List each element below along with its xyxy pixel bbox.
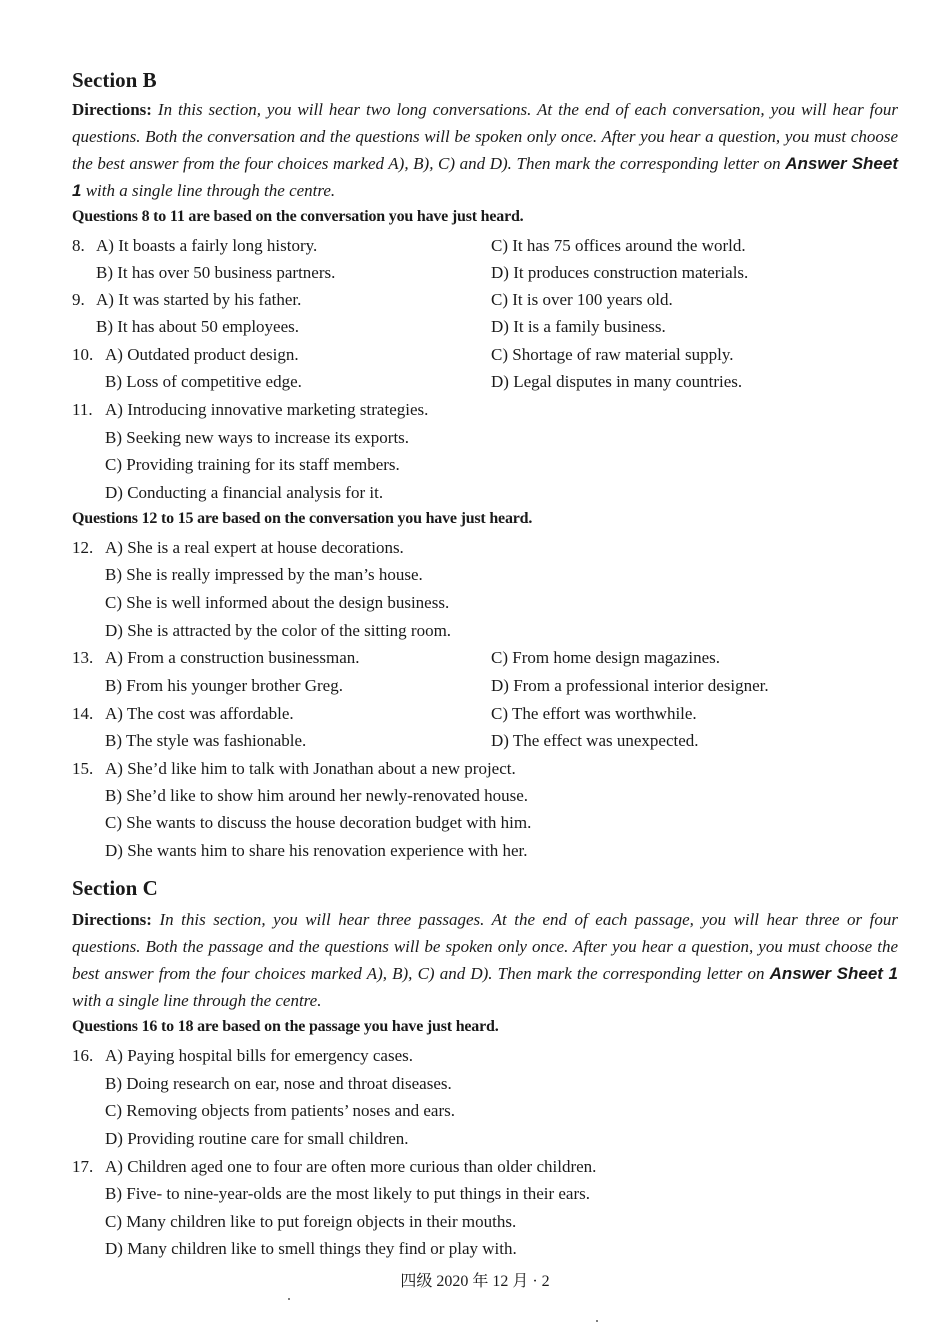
option-c: C) Providing training for its staff members. <box>105 455 400 474</box>
option-d: D) She wants him to share his renovation experience with her. <box>105 841 528 860</box>
option-b: B) Doing research on ear, nose and throat diseases. <box>105 1074 452 1093</box>
option-a: A) It boasts a fairly long history. <box>96 236 318 255</box>
option-a: A) Children aged one to four are often more curious than older children. <box>105 1157 597 1176</box>
directions-text-end: with a single line through the centre. <box>85 181 336 200</box>
section-b-title: Section B <box>72 68 157 92</box>
question-group-header: Questions 8 to 11 are based on the conversation you have just heard. <box>72 208 524 225</box>
question-number: 15. <box>72 759 94 778</box>
option-b: B) From his younger brother Greg. <box>105 676 343 695</box>
option-a: A) The cost was affordable. <box>105 704 294 723</box>
option-d: D) Legal disputes in many countries. <box>491 372 743 391</box>
scan-speck <box>596 1320 598 1322</box>
option-d: D) The effect was unexpected. <box>491 731 699 750</box>
option-c: C) Shortage of raw material supply. <box>491 345 734 364</box>
question-number: 12. <box>72 538 94 557</box>
answer-sheet-ref: Answer Sheet 1 <box>72 154 899 200</box>
option-b: B) Five- to nine-year-olds are the most likely to put things in their ears. <box>105 1184 590 1203</box>
option-b: B) The style was fashionable. <box>105 731 307 750</box>
option-c: C) She wants to discuss the house decoration budget with him. <box>105 813 532 832</box>
question-number: 16. <box>72 1046 94 1065</box>
question-number: 8. <box>72 236 85 255</box>
section-c-directions <box>72 906 898 1014</box>
question-number: 17. <box>72 1157 94 1176</box>
option-d: D) From a professional interior designer. <box>491 676 769 695</box>
option-c: C) Many children like to put foreign objects in their mouths. <box>105 1212 517 1231</box>
option-d: D) Many children like to smell things they find or play with. <box>105 1239 517 1258</box>
option-c: C) Removing objects from patients’ noses and ears. <box>105 1101 455 1120</box>
page-footer: 四级 2020 年 12 月 · 2 <box>400 1273 550 1290</box>
option-d: D) Providing routine care for small children. <box>105 1129 409 1148</box>
question-number: 11. <box>72 400 93 419</box>
directions-lead: Directions: <box>72 910 152 929</box>
option-a: A) Outdated product design. <box>105 345 299 364</box>
option-a: A) It was started by his father. <box>96 290 302 309</box>
question-number: 14. <box>72 704 94 723</box>
option-b: B) It has about 50 employees. <box>96 317 300 336</box>
option-d: D) She is attracted by the color of the sitting room. <box>105 621 452 640</box>
option-d: D) It produces construction materials. <box>491 263 749 282</box>
option-c: C) The effort was worthwhile. <box>491 704 697 723</box>
question-group-header: Questions 12 to 15 are based on the conversation you have just heard. <box>72 510 533 527</box>
option-c: C) From home design magazines. <box>491 648 720 667</box>
option-b: B) It has over 50 business partners. <box>96 263 336 282</box>
option-d: D) It is a family business. <box>491 317 666 336</box>
directions-text-end: with a single line through the centre. <box>72 991 322 1010</box>
option-a: A) From a construction businessman. <box>105 648 360 667</box>
option-c: C) It is over 100 years old. <box>491 290 673 309</box>
directions-lead: Directions: <box>72 100 152 119</box>
option-b: B) She’d like to show him around her newly-renovated house. <box>105 786 529 805</box>
directions-text: In this section, you will hear three passages. At the end of each passage, you will hear three or four questions. Both the passage and the questions will be spoken only once. After you hear a question, you must choose the best answer from the four choices marked A), B), C) and D). Then mark the corresponding letter on <box>72 910 899 983</box>
question-number: 9. <box>72 290 85 309</box>
option-b: B) She is really impressed by the man’s house. <box>105 565 423 584</box>
option-a: A) Paying hospital bills for emergency cases. <box>105 1046 413 1065</box>
option-d: D) Conducting a financial analysis for it. <box>105 483 384 502</box>
option-b: B) Loss of competitive edge. <box>105 372 302 391</box>
question-number: 10. <box>72 345 94 364</box>
option-a: A) She is a real expert at house decorations. <box>105 538 404 557</box>
option-c: C) She is well informed about the design business. <box>105 593 450 612</box>
option-b: B) Seeking new ways to increase its exports. <box>105 428 410 447</box>
question-number: 13. <box>72 648 94 667</box>
option-a: A) She’d like him to talk with Jonathan about a new project. <box>105 759 516 778</box>
option-a: A) Introducing innovative marketing strategies. <box>105 400 429 419</box>
question-group-header: Questions 16 to 18 are based on the passage you have just heard. <box>72 1018 499 1035</box>
section-c-title: Section C <box>72 876 158 900</box>
section-b-directions <box>72 96 898 204</box>
option-c: C) It has 75 offices around the world. <box>491 236 746 255</box>
scan-speck <box>288 1298 290 1300</box>
answer-sheet-ref: Answer Sheet 1 <box>769 964 899 983</box>
directions-text: In this section, you will hear two long conversations. At the end of each conversation, you will hear four questions. Both the conversation and the questions will be spoken only once. After you hear a question, you must choose the best answer from the four choices marked A), B), C) and D). Then mark the corresponding letter on <box>72 100 899 173</box>
